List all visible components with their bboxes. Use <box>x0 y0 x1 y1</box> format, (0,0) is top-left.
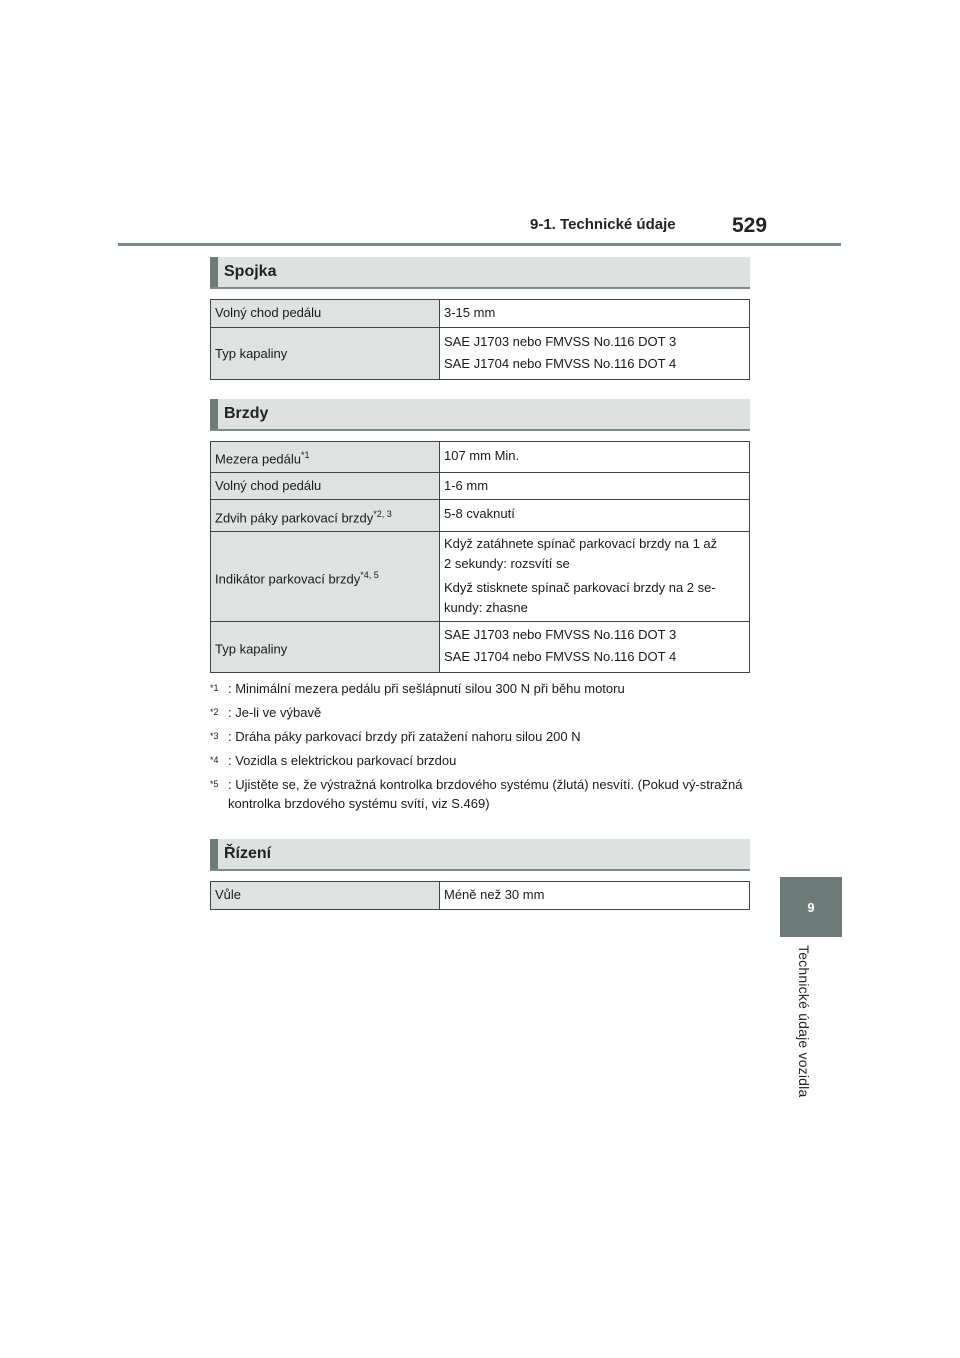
table-key-cell: Vůle <box>211 882 440 910</box>
section-header-brzdy <box>210 399 750 431</box>
table-value-cell: Méně než 30 mm <box>440 882 750 910</box>
table-value-cell: SAE J1703 nebo FMVSS No.116 DOT 3 SAE J1704 nebo FMVSS No.116 DOT 4 <box>440 622 750 673</box>
chapter-tab <box>780 877 842 937</box>
table-row <box>211 532 750 622</box>
table-value-cell: 1-6 mm <box>440 473 750 500</box>
rizeni-table <box>210 881 750 910</box>
table-key-cell: Mezera pedálu$^{*1}$ <box>211 442 440 473</box>
brzdy-table <box>210 441 750 673</box>
table-key-cell: Typ kapaliny <box>211 328 440 380</box>
section-title: Brzdy <box>224 405 269 422</box>
section-accent <box>210 257 218 287</box>
table-value-cell: 107 mm Min. <box>440 442 750 473</box>
table-value-cell: 3-15 mm <box>440 300 750 328</box>
footnote: *2 : Je-li ve výbavě <box>210 705 322 720</box>
section-title: Řízení <box>224 845 272 862</box>
table-row <box>211 300 750 328</box>
table-key-cell: Volný chod pedálu <box>211 473 440 500</box>
header-divider <box>118 243 841 246</box>
table-row <box>211 882 750 910</box>
section-accent <box>210 399 218 429</box>
table-value-cell: SAE J1703 nebo FMVSS No.116 DOT 3 SAE J1704 nebo FMVSS No.116 DOT 4 <box>440 328 750 380</box>
table-row <box>211 328 750 380</box>
chapter-title: 9-1. Technické údaje <box>530 216 676 233</box>
chapter-tab-number: 9 <box>807 899 815 915</box>
table-row <box>211 622 750 673</box>
page-number: 529 <box>732 214 768 237</box>
section-header-spojka <box>210 257 750 289</box>
table-value-cell: 5-8 cvaknutí <box>440 500 750 532</box>
table-key-cell: Volný chod pedálu <box>211 300 440 328</box>
table-key-cell: Typ kapaliny <box>211 622 440 673</box>
table-key-cell: Zdvih páky parkovací brzdy$^{*2, 3}$ <box>211 500 440 532</box>
table-value-cell: Když zatáhnete spínač parkovací brzdy na 1 až 2 sekundy: rozsvítí se Když stisknete spínač parkovací brzdy na 2 se- kundy: zhasne <box>440 532 750 622</box>
spojka-table <box>210 299 750 380</box>
section-header-rizeni <box>210 839 750 871</box>
footnote: *1 : Minimální mezera pedálu při sešlápnutí silou 300 N při běhu motoru <box>210 681 625 696</box>
table-row <box>211 442 750 473</box>
footnote: *4 : Vozidla s elektrickou parkovací brzdou <box>210 753 457 768</box>
table-key-cell: Indikátor parkovací brzdy$^{*4, 5}$ <box>211 532 440 622</box>
chapter-tab-label: Technické údaje vozidla <box>796 945 812 1098</box>
table-row <box>211 473 750 500</box>
table-row <box>211 500 750 532</box>
footnote: *5 : Ujistěte se, že výstražná kontrolka brzdového systému (žlutá) nesvítí. (Pokud vý-stražná kontrolka brzdového systému svítí, viz S.469) <box>210 777 743 811</box>
footnotes <box>210 679 750 818</box>
section-title: Spojka <box>224 263 277 280</box>
section-accent <box>210 839 218 869</box>
footnote: *3 : Dráha páky parkovací brzdy při zatažení nahoru silou 200 N <box>210 729 581 744</box>
